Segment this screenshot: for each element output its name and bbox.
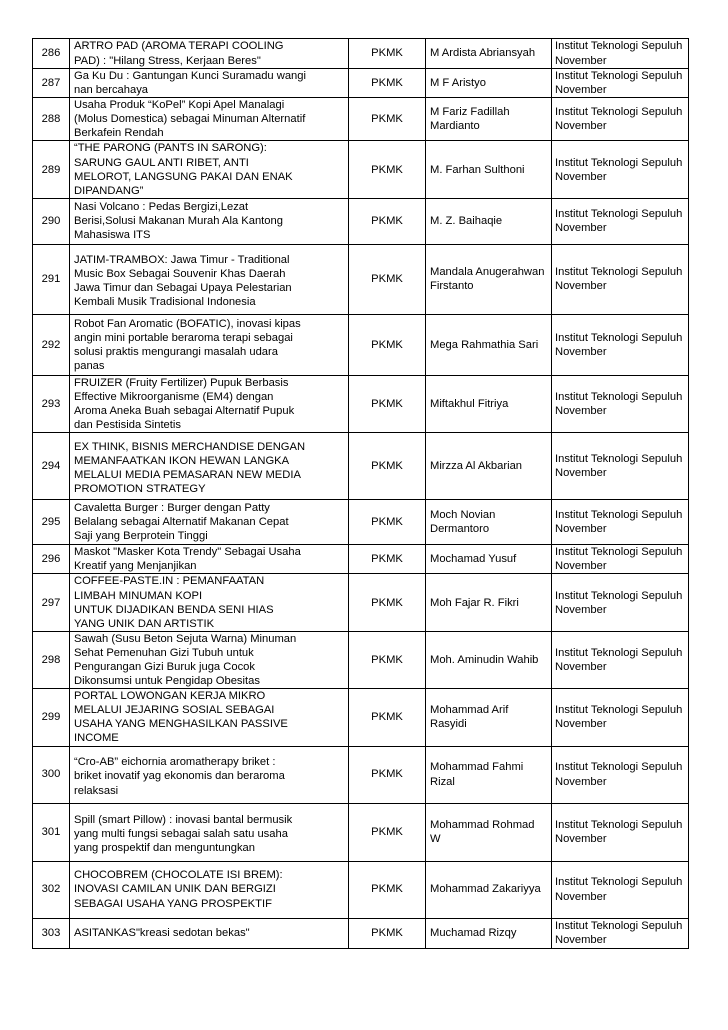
table-row [33,689,689,746]
institution: Institut Teknologi Sepuluh November [552,375,689,432]
student-name: Moh. Aminudin Wahib [426,631,552,688]
student-name: Mohammad Arif Rasyidi [426,689,552,746]
institution: Institut Teknologi Sepuluh November [552,314,689,375]
proposal-title: Sawah (Susu Beton Sejuta Warna) Minuman Sehat Pemenuhan Gizi Tubuh untuk Pengurangan Gizi Buruk juga Cocok Dikonsumsi untuk Pengidap Obesitas [70,631,349,688]
program-type: PKMK [349,69,426,98]
row-number: 294 [33,433,70,500]
table-row [33,746,689,803]
student-name: M F Aristyo [426,69,552,98]
table-row [33,98,689,141]
row-number: 287 [33,69,70,98]
program-type: PKMK [349,433,426,500]
program-type: PKMK [349,39,426,69]
table-row [33,574,689,631]
table-row [33,500,689,545]
row-number: 299 [33,689,70,746]
program-type: PKMK [349,375,426,432]
institution: Institut Teknologi Sepuluh November [552,141,689,198]
program-type: PKMK [349,545,426,574]
program-type: PKMK [349,918,426,948]
program-type: PKMK [349,631,426,688]
proposal-title: Maskot "Masker Kota Trendy" Sebagai Usaha Kreatif yang Menjanjikan [70,545,349,574]
row-number: 302 [33,861,70,918]
table-body [33,39,689,949]
proposal-title-text: EX THINK, BISNIS MERCHANDISE DENGAN MEMANFAATKAN IKON HEWAN LANGKA MELALUI MEDIA PEMASARAN NEW MEDIA PROMOTION STRATEGY [74,441,306,496]
pkm-list-table [32,38,689,949]
table-row [33,314,689,375]
table-row [33,433,689,500]
table-row [33,141,689,198]
row-number: 296 [33,545,70,574]
row-number: 291 [33,244,70,314]
table-row [33,198,689,244]
table-row [33,545,689,574]
row-number: 286 [33,39,70,69]
student-name: Mohammad Rohmad W [426,803,552,861]
student-name: M. Farhan Sulthoni [426,141,552,198]
institution: Institut Teknologi Sepuluh November [552,574,689,631]
proposal-title: Ga Ku Du : Gantungan Kunci Suramadu wangi nan bercahaya [70,69,349,98]
table-row [33,918,689,948]
row-number: 288 [33,98,70,141]
proposal-title: CHOCOBREM (CHOCOLATE ISI BREM): INOVASI CAMILAN UNIK DAN BERGIZI SEBAGAI USAHA YANG PROSPEKTIF [70,861,349,918]
proposal-title: FRUIZER (Fruity Fertilizer) Pupuk Berbasis Effective Mikroorganisme (EM4) dengan Aroma Aneka Buah sebagai Alternatif Pupuk dan Pestisida Sintetis [70,375,349,432]
student-name: Moh Fajar R. Fikri [426,574,552,631]
proposal-title: Usaha Produk “KoPel” Kopi Apel Manalagi (Molus Domestica) sebagai Minuman Alternatif Berkafein Rendah [70,98,349,141]
student-name: Mirzza Al Akbarian [426,433,552,500]
institution: Institut Teknologi Sepuluh November [552,918,689,948]
program-type: PKMK [349,574,426,631]
institution: Institut Teknologi Sepuluh November [552,433,689,500]
institution: Institut Teknologi Sepuluh November [552,198,689,244]
institution: Institut Teknologi Sepuluh November [552,98,689,141]
row-number: 303 [33,918,70,948]
row-number: 290 [33,198,70,244]
row-number: 300 [33,746,70,803]
row-number: 295 [33,500,70,545]
student-name: Miftakhul Fitriya [426,375,552,432]
institution: Institut Teknologi Sepuluh November [552,631,689,688]
institution: Institut Teknologi Sepuluh November [552,69,689,98]
proposal-title: ARTRO PAD (AROMA TERAPI COOLING PAD) : "Hilang Stress, Kerjaan Beres" [70,39,349,69]
proposal-title [70,244,349,314]
program-type: PKMK [349,198,426,244]
institution: Institut Teknologi Sepuluh November [552,39,689,69]
institution: Institut Teknologi Sepuluh November [552,244,689,314]
proposal-title [70,803,349,861]
program-type: PKMK [349,803,426,861]
program-type: PKMK [349,314,426,375]
program-type: PKMK [349,861,426,918]
table-row [33,375,689,432]
student-name: M Fariz Fadillah Mardianto [426,98,552,141]
institution: Institut Teknologi Sepuluh November [552,689,689,746]
proposal-title: Robot Fan Aromatic (BOFATIC), inovasi kipas angin mini portable beraroma terapi sebagai solusi praktis mengurangi masalah udara panas [70,314,349,375]
row-number: 292 [33,314,70,375]
institution: Institut Teknologi Sepuluh November [552,500,689,545]
table-row [33,803,689,861]
proposal-title: PORTAL LOWONGAN KERJA MIKRO MELALUI JEJARING SOSIAL SEBAGAI USAHA YANG MENGHASILKAN PASSIVE INCOME [70,689,349,746]
program-type: PKMK [349,98,426,141]
table-row [33,39,689,69]
proposal-title: “THE PARONG (PANTS IN SARONG): SARUNG GAUL ANTI RIBET, ANTI MELOROT, LANGSUNG PAKAI DAN ENAK DIPANDANG” [70,141,349,198]
proposal-title-text: JATIM-TRAMBOX: Jawa Timur - Traditional Music Box Sebagai Souvenir Khas Daerah Jawa Timur dan Sebagai Upaya Pelestarian Kembali Musik Tradisional Indonesia [74,254,292,309]
student-name: Mandala Anugerahwan Firstanto [426,244,552,314]
student-name: Moch Novian Dermantoro [426,500,552,545]
proposal-title: Nasi Volcano : Pedas Bergizi,Lezat Berisi,Solusi Makanan Murah Ala Kantong Mahasiswa ITS [70,198,349,244]
row-number: 289 [33,141,70,198]
student-name: Muchamad Rizqy [426,918,552,948]
program-type: PKMK [349,746,426,803]
institution: Institut Teknologi Sepuluh November [552,545,689,574]
student-name: Mochamad Yusuf [426,545,552,574]
program-type: PKMK [349,689,426,746]
student-name: M. Z. Baihaqie [426,198,552,244]
table-row [33,244,689,314]
table-row [33,861,689,918]
row-number: 297 [33,574,70,631]
student-name: Mohammad Fahmi Rizal [426,746,552,803]
table-row [33,631,689,688]
program-type: PKMK [349,500,426,545]
institution: Institut Teknologi Sepuluh November [552,803,689,861]
institution: Institut Teknologi Sepuluh November [552,861,689,918]
institution: Institut Teknologi Sepuluh November [552,746,689,803]
table-row [33,69,689,98]
program-type: PKMK [349,141,426,198]
student-name: Mohammad Zakariyya [426,861,552,918]
student-name: M Ardista Abriansyah [426,39,552,69]
proposal-title: ASITANKAS"kreasi sedotan bekas" [70,918,349,948]
student-name: Mega Rahmathia Sari [426,314,552,375]
row-number: 298 [33,631,70,688]
proposal-title: Cavaletta Burger : Burger dengan Patty Belalang sebagai Alternatif Makanan Cepat Saji yang Berprotein Tinggi [70,500,349,545]
proposal-title-text: Spill (smart Pillow) : inovasi bantal bermusik yang multi fungsi sebagai salah satu usaha yang prospektif dan menguntungkan [74,813,293,855]
proposal-title: COFFEE-PASTE.IN : PEMANFAATAN LIMBAH MINUMAN KOPI UNTUK DIJADIKAN BENDA SENI HIAS YANG UNIK DAN ARTISTIK [70,574,349,631]
row-number: 301 [33,803,70,861]
program-type: PKMK [349,244,426,314]
proposal-title [70,433,349,500]
proposal-title-text: “Cro-AB” eichornia aromatherapy briket : briket inovatif yag ekonomis dan beraroma relaksasi [74,756,285,797]
row-number: 293 [33,375,70,432]
proposal-title [70,746,349,803]
